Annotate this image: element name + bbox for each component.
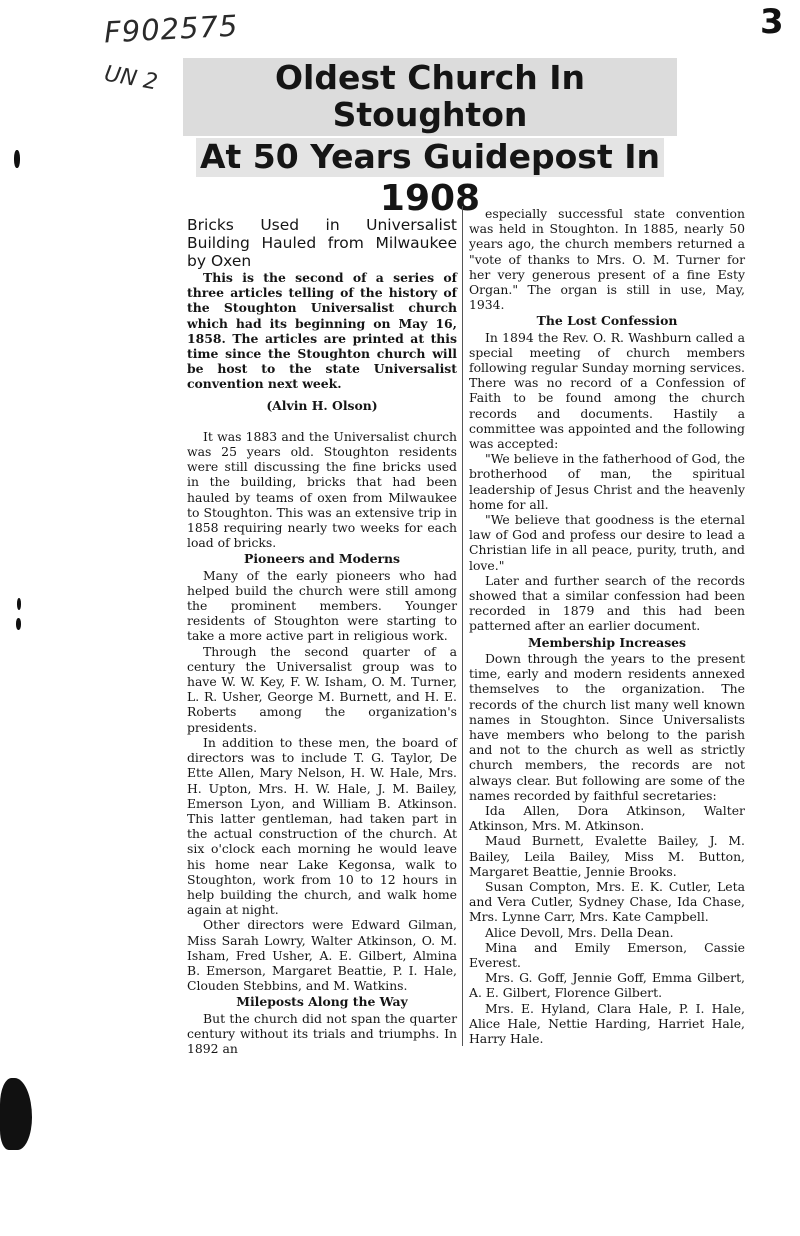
paragraph: especially successful state convention was held in Stoughton. In 1885, nearly 50 years ago, the church members returned a "vote of thanks to Mrs. O. M. Turner for her very generous present of a fine Esty Organ." The organ is still in use, May, 1934. <box>469 206 745 313</box>
headline <box>183 58 677 219</box>
ink-mark <box>14 150 20 168</box>
section-heading: Membership Increases <box>527 634 687 650</box>
ink-mark <box>17 598 21 610</box>
handwritten-note: UN 2 <box>102 61 160 96</box>
member-names: Susan Compton, Mrs. E. K. Cutler, Leta and Vera Cutler, Sydney Chase, Ida Chase, Mrs. Lynne Carr, Mrs. Kate Campbell. <box>469 878 745 925</box>
paragraph: Later and further search of the records showed that a similar confession had been recorded in 1879 and this had been patterned after an earlier document. <box>469 572 745 634</box>
paragraph: Other directors were Edward Gilman, Miss Sarah Lowry, Walter Atkinson, O. M. Isham, Fred Usher, A. E. Gilbert, Almina B. Emerson, Margaret Beattie, P. I. Hale, Clouden Stebbins, and M. Watkins. <box>187 917 457 994</box>
section-heading: Mileposts Along the Way <box>236 994 408 1010</box>
member-names: Mina and Emily Emerson, Cassie Everest. <box>469 939 745 970</box>
page-number-annotation: 3 <box>760 2 784 42</box>
ink-mark <box>16 618 21 630</box>
subheadline: Bricks Used in Universalist Building Hauled from Milwaukee by Oxen <box>187 216 457 270</box>
headline-line-1: Oldest Church In Stoughton <box>183 58 677 136</box>
paragraph: But the church did not span the quarter century without its trials and triumphs. In 1892 an <box>187 1010 457 1056</box>
confession-quote: "We believe in the fatherhood of God, the brotherhood of man, the spiritual leadership of Jesus Christ and the heavenly home for all. <box>469 451 746 512</box>
headline-line-2: At 50 Years Guidepost In <box>196 138 664 177</box>
article-column-left <box>187 216 457 1056</box>
member-names: Maud Burnett, Evalette Bailey, J. M. Bailey, Leila Bailey, Miss M. Button, Margaret Beattie, Jennie Brooks. <box>469 833 745 879</box>
ink-smudge <box>0 1078 32 1150</box>
file-number-annotation: F902575 <box>103 8 240 50</box>
paragraph: Down through the years to the present time, early and modern residents annexed themselves to the organization. The records of the church list many well known names in Stoughton. Since Universalists have members who belong to the parish and not to the church as well as strictly church members, the records are not always clear. But following are some of the names recorded by faithful secretaries: <box>469 650 745 803</box>
editor-note: This is the second of a series of three articles telling of the history of the Stoughton Universalist church which had its beginning on May 16, 1858. The articles are printed at this time since the Stoughton church will be host to the state Universalist convention next week. <box>187 270 457 392</box>
confession-quote: "We believe that goodness is the eternal law of God and profess our desire to lead a Christian life in all peace, purity, truth, and love." <box>469 512 745 573</box>
member-names: Ida Allen, Dora Atkinson, Walter Atkinson, Mrs. M. Atkinson. <box>469 802 745 834</box>
member-names: Mrs. E. Hyland, Clara Hale, P. I. Hale, Alice Hale, Nettie Harding, Harriet Hale, Harry Hale. <box>469 1000 745 1046</box>
paragraph: In addition to these men, the board of directors was to include T. G. Taylor, De Ette Allen, Mary Nelson, H. W. Hale, Mrs. H. Upton, Mrs. H. W. Hale, J. M. Bailey, Emerson Lyon, and William B. Atkinson. This latter gentleman, had taken part in the actual construction of the church. At six o'clock each morning he would leave his home near Lake Kegonsa, walk to Stoughton, work from 10 to 12 hours in help building the church, and walk home again at night. <box>187 734 457 918</box>
member-names: Alice Devoll, Mrs. Della Dean. <box>485 924 674 940</box>
paragraph: It was 1883 and the Universalist church was 25 years old. Stoughton residents were still discussing the fine bricks used in the building, bricks that had been hauled by teams of oxen from Milwaukee to Stoughton. This was an extensive trip in 1858 requiring nearly two weeks for each load of bricks. <box>187 428 457 551</box>
headline-line-3: 1908 <box>379 177 481 219</box>
article-column-right <box>462 206 745 1046</box>
paragraph: Many of the early pioneers who had helped build the church were still among the prominent members. Younger residents of Stoughton were starting to take a more active part in religious work. <box>187 567 457 644</box>
byline: (Alvin H. Olson) <box>266 397 378 413</box>
section-heading: The Lost Confession <box>536 313 678 329</box>
member-names: Mrs. G. Goff, Jennie Goff, Emma Gilbert, A. E. Gilbert, Florence Gilbert. <box>469 970 745 1001</box>
paragraph: In 1894 the Rev. O. R. Washburn called a special meeting of church members following regular Sunday morning services. There was no record of a Confession of Faith to be found among the church records and documents. Hastily a committee was appointed and the following was accepted: <box>469 329 745 452</box>
section-heading: Pioneers and Moderns <box>244 551 400 567</box>
paragraph: Through the second quarter of a century the Universalist group was to have W. W. Key, F. W. Isham, O. M. Turner, L. R. Usher, George M. Burnett, and H. E. Roberts among the organization's presidents. <box>187 643 457 735</box>
